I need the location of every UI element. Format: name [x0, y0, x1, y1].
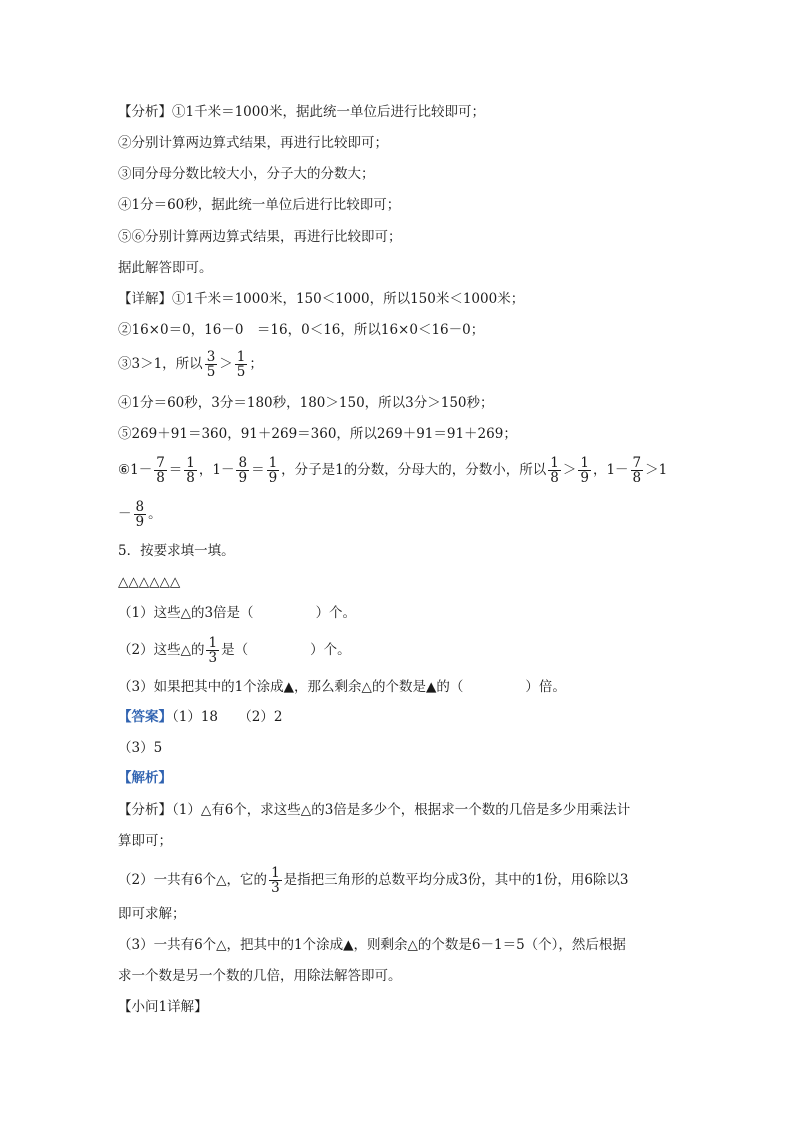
q4-detail-line-3: ③3＞1，所以 $\frac{3}{5}$ ＞ $\frac{1}{5}$ ；	[118, 349, 263, 380]
fraction: $\frac{1}{5}$	[236, 349, 246, 380]
q4-detail-line-1: 【详解】①1千米＝1000米，150＜1000，所以150米＜1000米；	[118, 291, 525, 307]
q4-analysis-line-5: ⑤⑥分别计算两边算式结果，再进行比较即可；	[118, 229, 402, 245]
q4-detail-line-2: ②16×0＝0，16－0 ＝16，0＜16，所以16×0＜16－0；	[118, 322, 485, 338]
q4-detail-line-6: ⑥1－ $\frac{7}{8}$ ＝ $\frac{1}{8}$ ，1－ $\frac{8}{9}$ ＝ $\frac{1}{9}$ ，分子是1的分数，分母大的，分数小，所以 $\frac{1}{8}$ ＞ $\frac{1}{9}$ ，1－ $\frac{7}{8}$ ＞1	[118, 455, 668, 486]
analysis-line-5: （3）一共有6个△，把其中的1个涂成▲，则剩余△的个数是6－1＝5（个），然后根据	[118, 937, 626, 953]
answer-line-2: （3）5	[118, 740, 163, 756]
q4-detail-line-4: ④1分＝60秒，3分＝180秒，180＞150，所以3分＞150秒；	[118, 395, 494, 411]
q4-analysis-line-2: ②分别计算两边算式结果，再进行比较即可；	[118, 135, 388, 151]
subquestion-1-label: 【小问1详解】	[118, 999, 208, 1015]
fraction: $\frac{3}{5}$	[206, 349, 216, 380]
q5-triangles: △△△△△△	[118, 574, 181, 590]
analysis-line-2: 算即可；	[118, 833, 172, 849]
fraction: $\frac{1}{8}$	[186, 455, 195, 486]
q4-detail-line-5: ⑤269＋91＝360，91＋269＝360，所以269＋91＝91＋269；	[118, 426, 517, 442]
fraction: $\frac{7}{8}$	[156, 455, 165, 486]
analysis-line-6: 求一个数是另一个数的几倍，用除法解答即可。	[118, 968, 402, 984]
q4-analysis-line-4: ④1分＝60秒，据此统一单位后进行比较即可；	[118, 197, 401, 213]
q4-analysis-line-1: 【分析】①1千米＝1000米，据此统一单位后进行比较即可；	[118, 104, 485, 120]
analysis-line-1: 【分析】（1）△有6个，求这些△的3倍是多少个，根据求一个数的几倍是多少用乘法计	[118, 802, 631, 818]
q5-part-2: （2）这些△的 $\frac{1}{3}$ 是（ ）个。	[118, 635, 351, 666]
fraction: $\frac{1}{3}$	[208, 635, 218, 666]
answer-label: 【答案】	[118, 709, 172, 725]
q4-detail-line-7: － $\frac{8}{9}$ 。	[118, 499, 162, 530]
fraction: $\frac{1}{9}$	[268, 455, 278, 486]
q4-analysis-line-6: 据此解答即可。	[118, 260, 213, 276]
fraction: $\frac{1}{9}$	[580, 455, 589, 486]
fraction: $\frac{1}{3}$	[271, 865, 280, 896]
answer-line-1: 【答案】（1）18 （2）2	[118, 709, 283, 725]
analysis-line-4: 即可求解；	[118, 906, 186, 922]
analysis-line-3: （2）一共有6个△，它的 $\frac{1}{3}$ 是指把三角形的总数平均分成3份，其中的1份，用6除以3	[118, 865, 629, 896]
q5-part-3: （3）如果把其中的1个涂成▲，那么剩余△的个数是▲的（ ）倍。	[118, 679, 566, 695]
q5-title: 5．按要求填一填。	[118, 543, 235, 559]
fraction: $\frac{1}{8}$	[550, 455, 559, 486]
q5-part-1: （1）这些△的3倍是（ ）个。	[118, 605, 357, 621]
fraction: $\frac{8}{9}$	[135, 499, 145, 530]
q4-analysis-line-3: ③同分母分数比较大小，分子大的分数大；	[118, 166, 375, 182]
fraction: $\frac{7}{8}$	[632, 455, 642, 486]
fraction: $\frac{8}{9}$	[238, 455, 248, 486]
analysis-label: 【解析】	[118, 770, 172, 786]
